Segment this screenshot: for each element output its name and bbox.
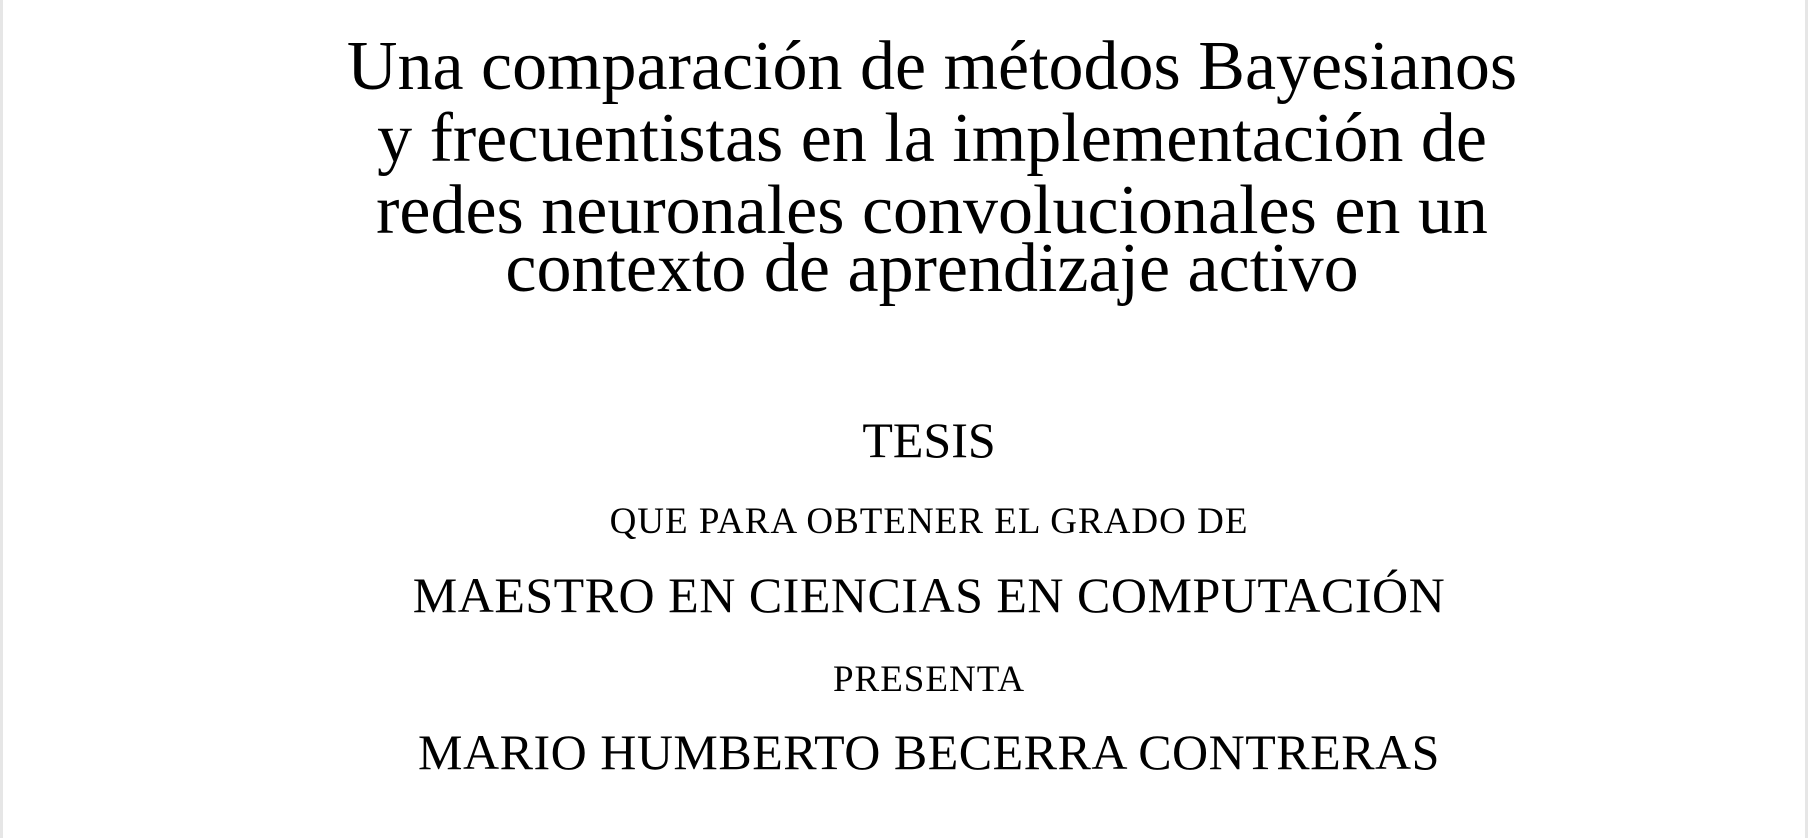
presents-label: PRESENTA <box>832 659 1026 700</box>
author-name: MARIO HUMBERTO BECERRA CONTRERAS <box>418 724 1440 780</box>
title-line-4: contexto de aprendizaje activo <box>505 230 1359 307</box>
degree-intro-text: QUE PARA OBTENER EL GRADO DE <box>609 501 1249 542</box>
document-type-label: TESIS <box>862 412 996 468</box>
thesis-title <box>28 28 1808 307</box>
title-line-2: y frecuentistas en la implementación de <box>377 100 1487 177</box>
title-line-3: redes neuronales convolucionales en un <box>376 172 1488 249</box>
title-line-1: Una comparación de métodos Bayesianos <box>346 28 1518 105</box>
degree-name: MAESTRO EN CIENCIAS EN COMPUTACIÓN <box>412 567 1446 623</box>
